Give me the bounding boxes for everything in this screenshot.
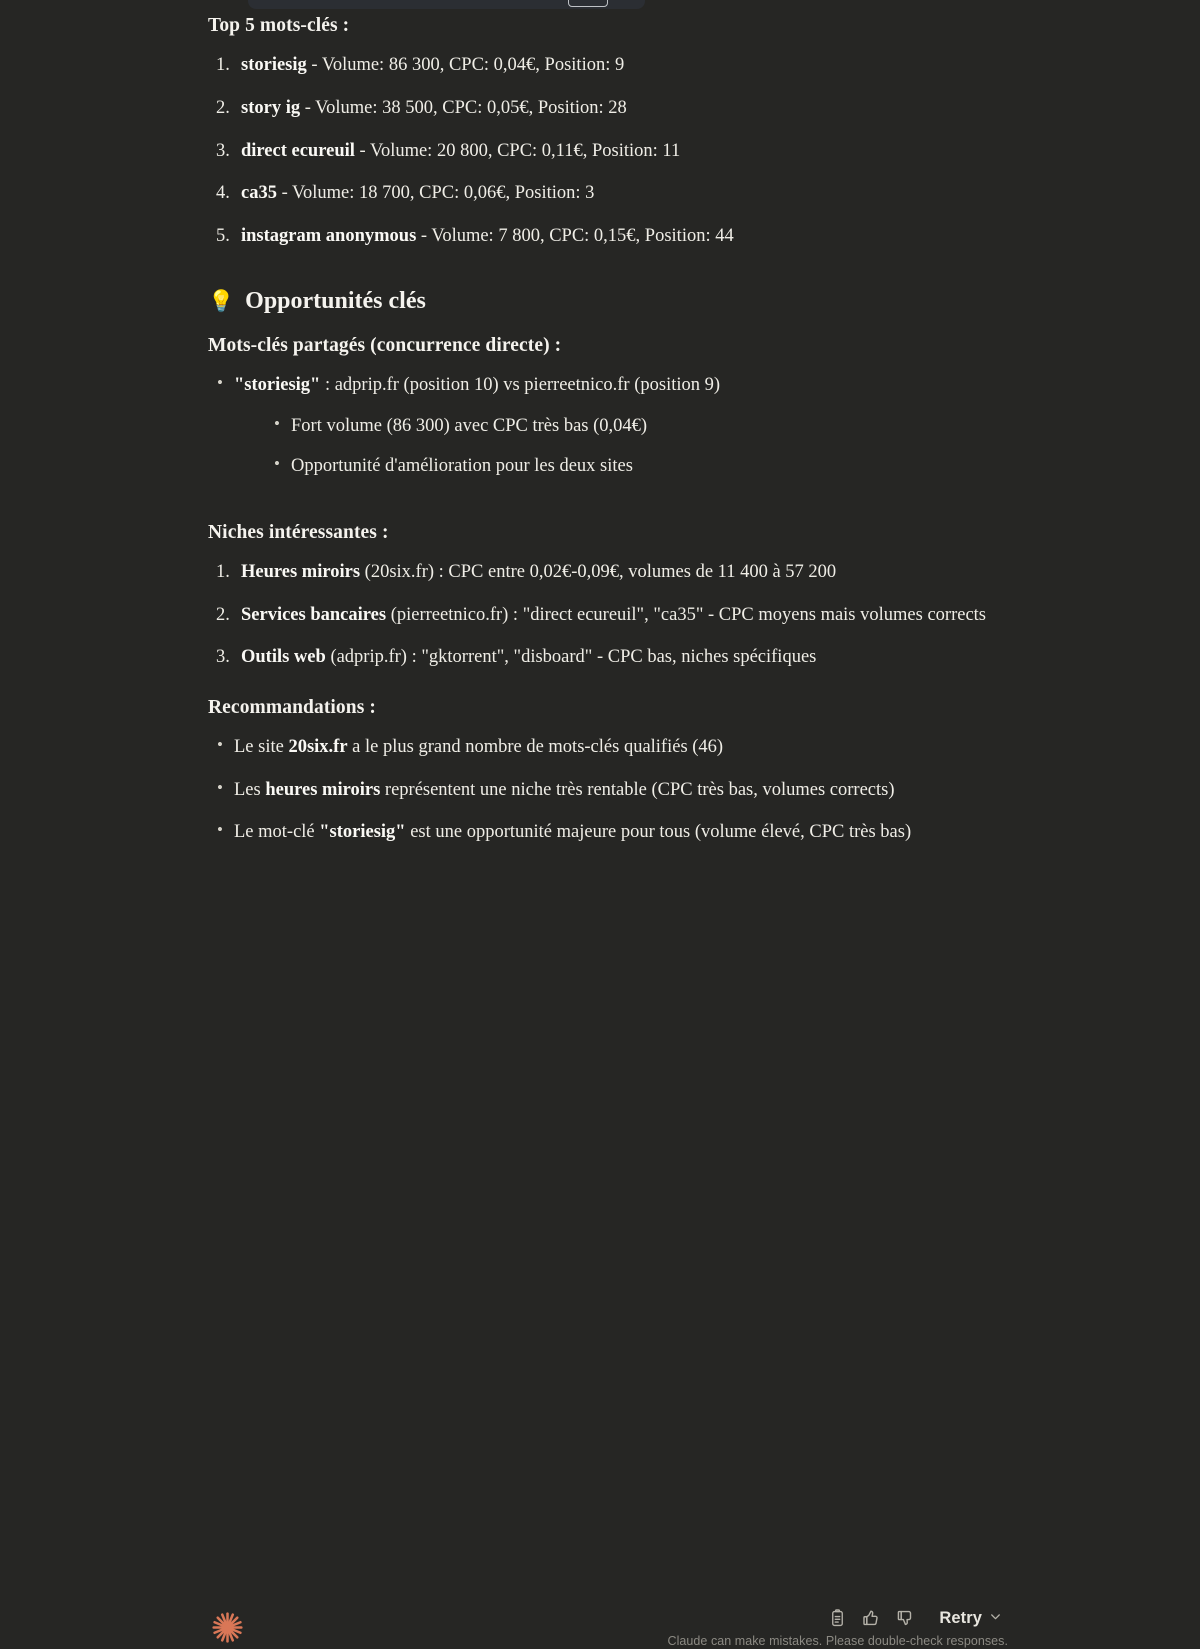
list-marker: 4.	[216, 183, 230, 204]
list-item	[208, 645, 1160, 670]
list-item	[208, 373, 1160, 479]
keyword-term: ca35	[241, 183, 277, 204]
list-item	[265, 454, 1160, 479]
shared-keywords-list	[208, 373, 1160, 479]
list-marker: 3.	[216, 140, 230, 161]
reco-term: 20six.fr	[288, 737, 348, 758]
list-marker: 5.	[216, 225, 230, 246]
copy-icon	[828, 1609, 847, 1628]
reco-post: a le plus grand nombre de mots-clés qualifiés (46)	[347, 737, 724, 758]
list-marker: 3.	[216, 647, 230, 668]
bullet-marker: •	[217, 820, 223, 840]
list-item	[208, 735, 1160, 760]
shared-keywords-heading: Mots-clés partagés (concurrence directe) :	[208, 334, 562, 356]
keyword-detail: - Volume: 86 300, CPC: 0,04€, Position: 9	[306, 55, 625, 76]
shared-sub-list	[234, 414, 1160, 479]
chevron-down-icon	[989, 1609, 1002, 1628]
list-marker: 2.	[216, 97, 230, 118]
reco-post: représentent une niche très rentable (CPC très bas, volumes corrects)	[380, 779, 895, 800]
reco-term: heures miroirs	[265, 779, 381, 800]
list-marker: 1.	[216, 55, 230, 76]
niche-detail: (adprip.fr) : "gktorrent", "disboard" - CPC bas, niches spécifiques	[325, 647, 817, 668]
reco-term: "storiesig"	[319, 822, 406, 843]
list-item	[208, 224, 1160, 249]
thumbs-up-button[interactable]	[856, 1604, 886, 1632]
retry-label: Retry	[939, 1608, 982, 1627]
reco-pre: Le site	[234, 737, 289, 758]
list-item	[208, 560, 1160, 585]
niche-detail: (pierreetnico.fr) : "direct ecureuil", "ca35" - CPC moyens mais volumes corrects	[386, 604, 986, 625]
shared-detail: : adprip.fr (position 10) vs pierreetnico.fr (position 9)	[320, 374, 721, 395]
copy-button[interactable]	[822, 1604, 852, 1632]
keywords-list	[208, 53, 1160, 248]
keywords-heading: Top 5 mots-clés :	[208, 15, 350, 36]
opportunities-heading-text: Opportunités clés	[245, 288, 426, 315]
retry-button[interactable]	[930, 1604, 1008, 1632]
opportunities-heading	[208, 286, 1160, 317]
niche-term: Services bancaires	[241, 604, 387, 625]
reco-pre: Les	[234, 779, 266, 800]
list-item	[208, 139, 1160, 164]
niche-detail: (20six.fr) : CPC entre 0,02€-0,09€, volumes de 11 400 à 57 200	[360, 562, 837, 583]
list-item	[208, 53, 1160, 78]
keyword-term: direct ecureuil	[241, 140, 355, 161]
keyword-detail: - Volume: 38 500, CPC: 0,05€, Position: 28	[300, 97, 627, 118]
list-marker: 2.	[216, 604, 230, 625]
reco-post: est une opportunité majeure pour tous (volume élevé, CPC très bas)	[405, 822, 912, 843]
lightbulb-icon: 💡	[208, 289, 235, 314]
sub-text: Fort volume (86 300) avec CPC très bas (0,04€)	[291, 415, 648, 436]
list-item	[208, 603, 1160, 628]
list-item	[208, 181, 1160, 206]
niche-term: Heures miroirs	[241, 562, 361, 583]
thumbs-down-button[interactable]	[890, 1604, 920, 1632]
disclaimer-text: Claude can make mistakes. Please double-check responses.	[667, 1634, 1008, 1648]
list-marker: 1.	[216, 562, 230, 583]
sub-text: Opportunité d'amélioration pour les deux sites	[291, 456, 633, 477]
recommendations-heading: Recommandations :	[208, 696, 376, 718]
bullet-marker: •	[274, 454, 280, 474]
message-actions	[822, 1604, 1008, 1632]
keyword-term: instagram anonymous	[241, 225, 417, 246]
keyword-detail: - Volume: 7 800, CPC: 0,15€, Position: 44	[416, 225, 734, 246]
niches-list	[208, 560, 1160, 670]
shared-term: "storiesig"	[234, 374, 321, 395]
claude-sunburst-logo	[211, 1611, 244, 1644]
niche-term: Outils web	[241, 647, 326, 668]
thumbs-up-icon	[861, 1608, 881, 1628]
keyword-term: storiesig	[241, 55, 307, 76]
keyword-detail: - Volume: 20 800, CPC: 0,11€, Position: 11	[354, 140, 681, 161]
list-item	[265, 414, 1160, 439]
niches-heading: Niches intéressantes :	[208, 521, 389, 543]
bullet-marker: •	[274, 413, 280, 433]
thumbs-down-icon	[895, 1608, 915, 1628]
bullet-marker: •	[217, 735, 223, 755]
bullet-marker: •	[217, 777, 223, 797]
keyword-term: story ig	[241, 97, 301, 118]
list-item	[208, 96, 1160, 121]
message-footer	[0, 798, 1200, 1648]
keyword-detail: - Volume: 18 700, CPC: 0,06€, Position: 3	[276, 183, 595, 204]
bullet-marker: •	[217, 372, 223, 392]
reco-pre: Le mot-clé	[234, 822, 320, 843]
